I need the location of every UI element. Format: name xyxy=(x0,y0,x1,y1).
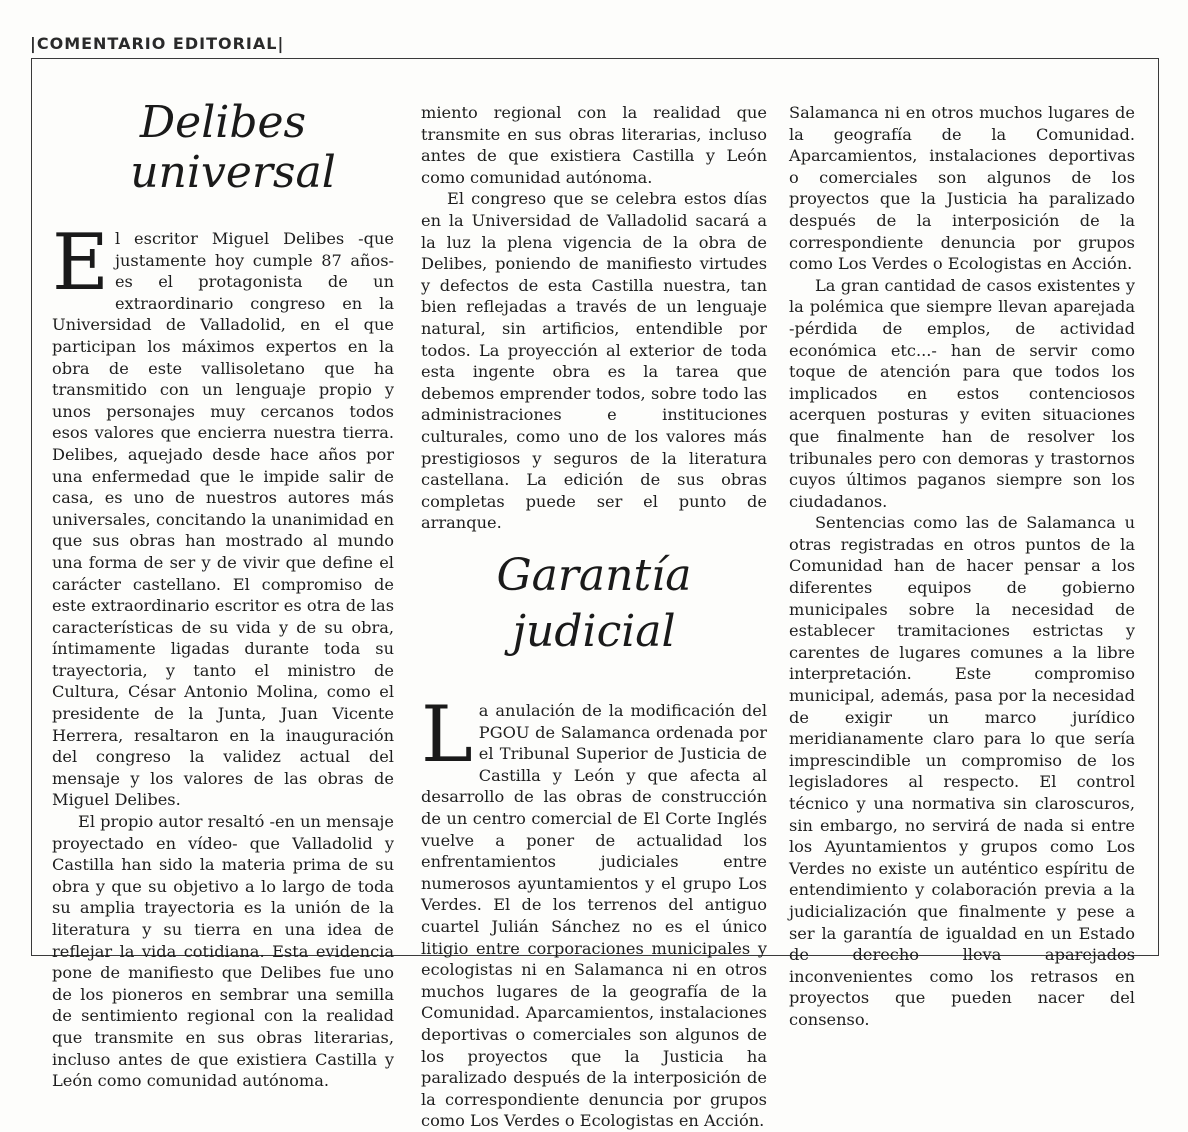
section-label: |COMENTARIO EDITORIAL| xyxy=(30,34,285,53)
title-line-1: Garantía xyxy=(496,550,692,601)
article2-paragraph-1-text: a anulación de la modificación del PGOU de Salamanca ordenada por el Tribunal Superior de Justicia de Castilla y León y que afecta al desarrollo de las obras de construcción de un centro comercial de El Corte Inglés vuelve a poner de actualidad los enfrentamientos judiciales entre numerosos ayuntamientos y el grupo Los Verdes. El de los terrenos del antiguo cuartel Julián Sánchez no es el único litigio entre corporaciones municipales y ecologistas ni en Salamanca ni en otros muchos lugares de la geografía de la Comunidad. Aparcamientos, instalaciones deportivas o comerciales son algunos de los proyectos que la Justicia ha paralizado después de la interposición de la correspondiente denuncia por grupos como Los Verdes o Ecologistas en Acción. xyxy=(421,701,767,1131)
article1-paragraph-2-continued: miento regional con la realidad que transmite en sus obras literarias, incluso antes de que existiera Castilla y León como comunidad autónoma. xyxy=(421,103,767,187)
article1-paragraph-1 xyxy=(52,218,394,811)
article1-paragraph-3: El congreso que se celebra estos días en la Universidad de Valladolid sacará a la luz la plena vigencia de la obra de Delibes, poniendo de manifiesto virtudes y defectos de esta Castilla nuestra, tan bien reflejadas a través de un lenguaje natural, sin artificios, entendible por todos. La proyección al exterior de toda esta ingente obra es la tarea que debemos emprender todos, sobre todo las administraciones e instituciones culturales, como uno de los valores más prestigiosos y seguros de la literatura castellana. La edición de sus obras completas puede ser el punto de arranque. xyxy=(421,189,767,533)
column-3 xyxy=(789,102,1135,1031)
title-line-2: judicial xyxy=(512,606,676,657)
column-2-bottom xyxy=(421,548,767,1131)
article2-paragraph-2: La gran cantidad de casos existentes y la polémica que siempre llevan aparejada -pérdida de emplos, de actividad económica etc...- han de servir como toque de atención para que todos los implicados en estos contenciosos acerquen posturas y eviten situaciones que finalmente han de resolver los tribunales pero con demoras y trastornos cuyos últimos paganos siempre son los ciudadanos. xyxy=(789,275,1135,511)
article-title-garantia xyxy=(421,548,767,660)
dropcap-l: L xyxy=(421,690,473,780)
article2-paragraph-3: Sentencias como las de Salamanca u otras registradas en otros puntos de la Comunidad han de hacer pensar a los diferentes equipos de gobierno municipales sobre la necesidad de establecer tramitaciones estrictas y carentes de lugares comunes a la libre interpretación. Este compromiso municipal, además, pasa por la necesidad de exigir un marco jurídico meridianamente claro para lo que sería imprescindible un compromiso de los legisladores al respecto. El control técnico y una normativa sin claroscuros, sin embargo, no servirá de nada si entre los Ayuntamientos y grupos como Los Verdes no existe un auténtico espíritu de entendimiento y colaboración previa a la judicialización que finalmente y pese a ser la garantía de igualdad en un Estado de derecho lleva aparejados inconvenientes como los retrasos en proyectos que pueden nacer del consenso. xyxy=(789,513,1135,1029)
article1-paragraph-1-text: l escritor Miguel Delibes -que justamente hoy cumple 87 años- es el protagonista de un extraordinario congreso en la Universidad de Valladolid, en el que participan los máximos expertos en la obra de este vallisoletano que ha transmitido con un lenguaje propio y unos personajes muy cercanos todos esos valores que encierra nuestra tierra. Delibes, aquejado desde hace años por una enfermedad que le impide salir de casa, es uno de nuestros autores más universales, concitando la unanimidad en que sus obras han mostrado al mundo una forma de ser y de vivir que define el carácter castellano. El compromiso de este extraordinario escritor es otra de las características de su vida y de su obra, íntimamente ligadas durante toda su trayectoria, y tanto el ministro de Cultura, César Antonio Molina, como el presidente de la Junta, Juan Vicente Herrera, resaltaron en la inauguración del congreso la validez actual del mensaje y los valores de las obras de Miguel Delibes. xyxy=(52,229,394,810)
title-line-1: Delibes xyxy=(139,97,307,148)
article2-paragraph-1-continued: Salamanca ni en otros muchos lugares de la geografía de la Comunidad. Aparcamientos, instalaciones deportivas o comerciales son algunos de los proyectos que la Justicia ha paralizado después de la interposición de la correspondiente denuncia por grupos como Los Verdes o Ecologistas en Acción. xyxy=(789,103,1135,274)
title-line-2: universal xyxy=(130,147,336,198)
column-2-top xyxy=(421,102,767,534)
article2-paragraph-1 xyxy=(421,690,767,1131)
dropcap-e: E xyxy=(52,218,109,308)
column-1 xyxy=(52,97,395,1091)
article-title-delibes xyxy=(52,98,394,198)
article1-paragraph-2: El propio autor resaltó -en un mensaje proyectado en vídeo- que Valladolid y Castilla han sido la materia prima de su obra y que su objetivo a lo largo de toda su amplia trayectoria es la unión de la literatura y su tierra en una idea de reflejar la vida cotidiana. Esta evidencia pone de manifiesto que Delibes fue uno de los pioneros en sembrar una semilla de sentimiento regional con la realidad que transmite en sus obras literarias, incluso antes de que existiera Castilla y León como comunidad autónoma. xyxy=(52,812,395,1091)
